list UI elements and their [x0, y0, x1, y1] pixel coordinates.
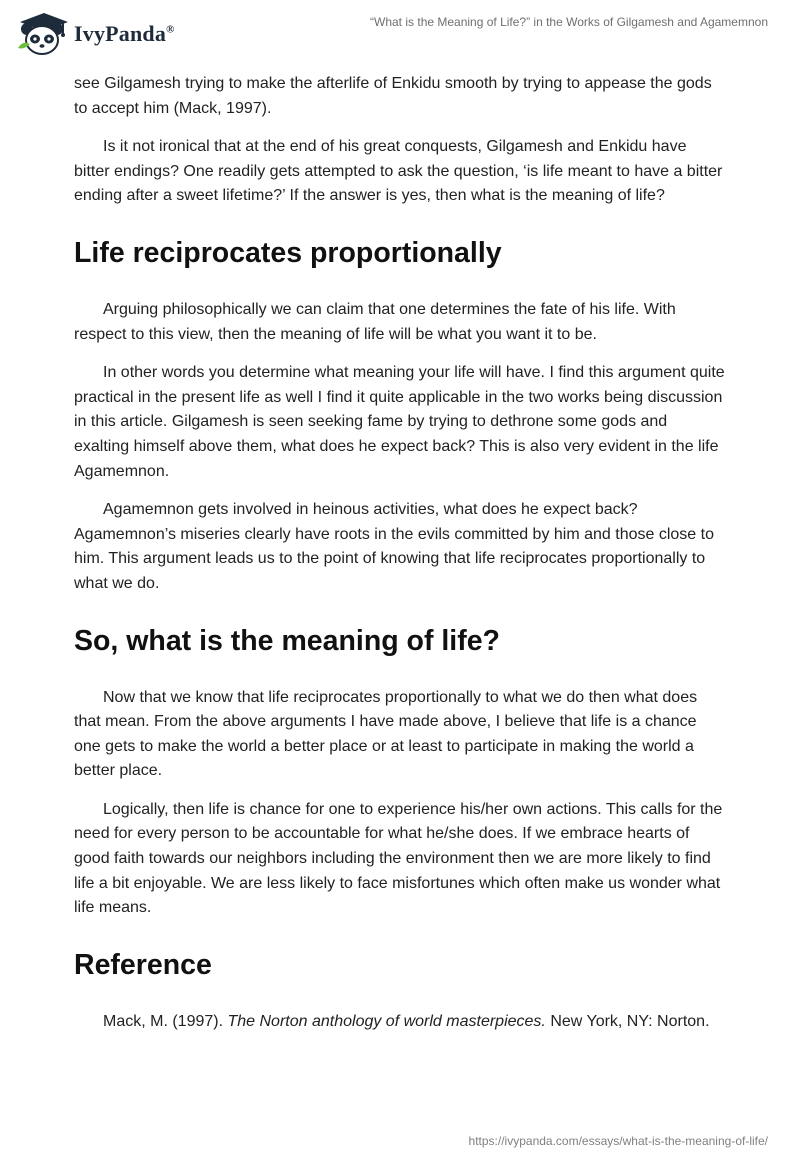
brand-name: IvyPanda® — [74, 21, 175, 46]
document-title: “What is the Meaning of Life?” in the Works of Gilgamesh and Agamemnon — [370, 15, 768, 29]
paragraph-now: Now that we know that life reciprocates proportionally to what we do then what does that mean. From the above arguments I have made above, I believe that life is a chance one gets to make the world a better place or at least to participate in making the world a better place. — [74, 688, 698, 780]
paragraph-agamemnon: Agamemnon gets involved in heinous activities, what does he expect back? Agamemnon’s miseries clearly have roots in the evils committed by him and those close to him. This argument leads us to the point of knowing that life reciprocates proportionally to what we do. — [74, 501, 714, 592]
reference-entry — [74, 1010, 726, 1035]
page-header — [0, 0, 800, 66]
reference-author: Mack, M. (1997). — [103, 1012, 228, 1030]
reference-publisher: New York, NY: Norton. — [545, 1012, 710, 1030]
heading-life-reciprocates: Life reciprocates proportionally — [74, 236, 502, 269]
paragraph-other-words: In other words you determine what meaning your life will have. I find this argument quite practical in the present life as well I find it quite applicable in the two works being discussion in this article. Gilgamesh is seen seeking fame by trying to dethrone some gods and exalting himself above them, what does he expect back? This is also very evident in the life Agamemnon. — [74, 364, 725, 480]
panda-graduation-cap-icon — [14, 10, 70, 56]
paragraph-arguing: Arguing philosophically we can claim that one determines the fate of his life. With respect to this view, then the meaning of life will be what you want it to be. — [74, 300, 676, 343]
essay-content — [74, 72, 726, 1048]
paragraph-intro: see Gilgamesh trying to make the afterlife of Enkidu smooth by trying to appease the gods to accept him (Mack, 1997). — [74, 75, 712, 117]
paragraph-ironic: Is it not ironical that at the end of his great conquests, Gilgamesh and Enkidu have bitter endings? One readily gets attempted to ask the question, ‘is life meant to have a bitter ending after a sweet lifetime?’ If the answer is yes, then what is the meaning of life? — [74, 138, 723, 205]
reference-title: The Norton anthology of world masterpieces. — [227, 1012, 546, 1030]
heading-reference: Reference — [74, 948, 212, 981]
paragraph-logically: Logically, then life is chance for one to experience his/her own actions. This calls for the need for every person to be accountable for what he/she does. If we embrace hearts of good faith towards our neighbors including the environment then we are more likely to find life a bit enjoyable. We are less likely to face misfortunes which often make us wonder what life means. — [74, 800, 723, 917]
source-url-link[interactable]: https://ivypanda.com/essays/what-is-the-meaning-of-life/ — [468, 1134, 768, 1148]
ivypanda-logo[interactable] — [14, 10, 175, 56]
heading-meaning-of-life: So, what is the meaning of life? — [74, 624, 500, 657]
